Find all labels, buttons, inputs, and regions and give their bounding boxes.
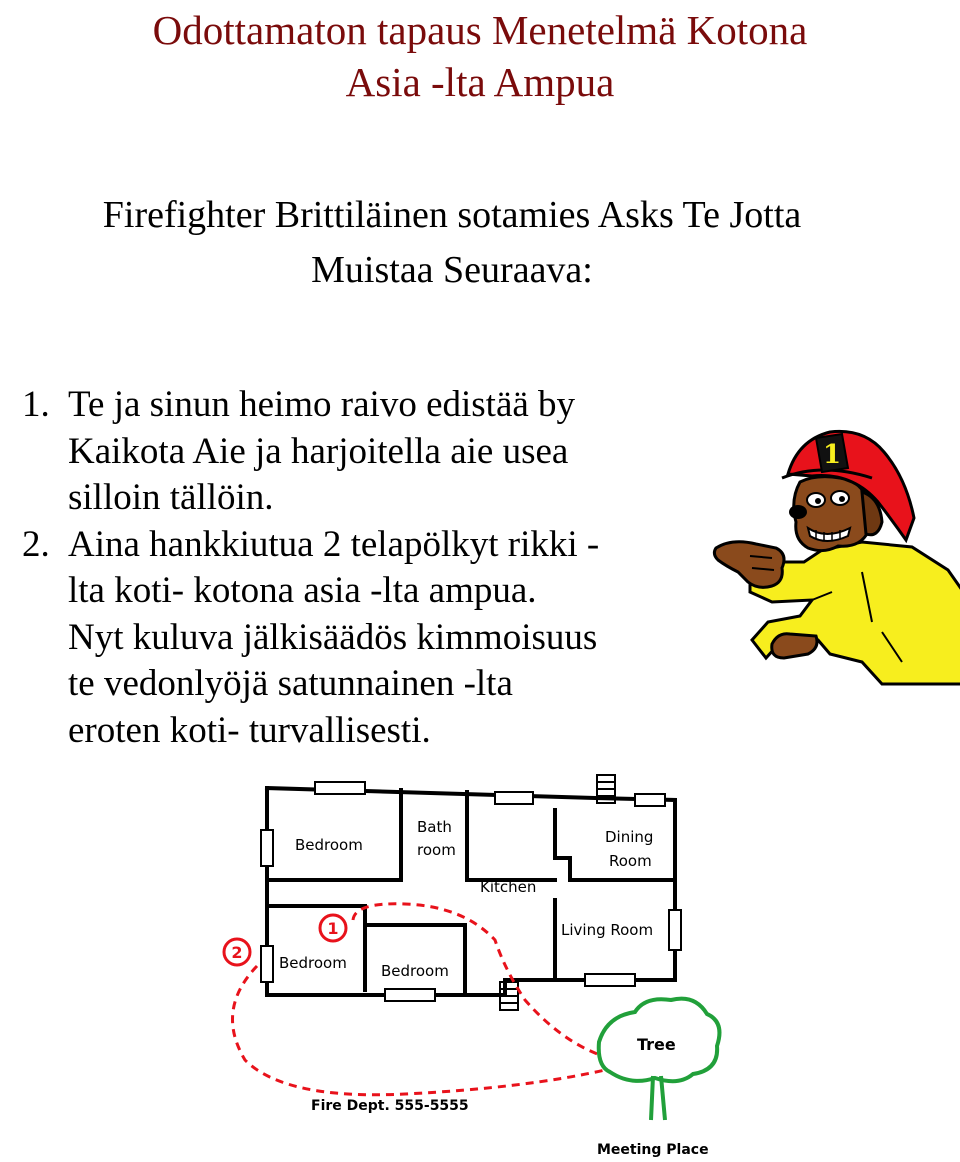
dog-nose (789, 505, 807, 519)
instruction-list (22, 382, 722, 754)
subtitle-line-2: Muistaa Seuraava: (311, 249, 593, 291)
item-line: lta koti- kotona asia -lta ampua. (68, 570, 537, 611)
lower-paw (772, 634, 817, 658)
list-item (22, 382, 722, 522)
dog-pupil (839, 496, 845, 502)
item-line: Kaikota Aie ja harjoitella aie usea (68, 430, 569, 472)
item-number: 1. (22, 384, 50, 425)
item-number: 2. (22, 523, 50, 565)
escape-route-2 (233, 966, 606, 1095)
pointing-paw (714, 542, 784, 588)
room-label: Dining (605, 828, 654, 846)
room-label: Living Room (561, 921, 654, 939)
room-label: Kitchen (480, 878, 537, 896)
item-line: te vedonlyöjä satunnainen -lta (68, 663, 513, 704)
route-marker (320, 915, 346, 941)
list-item (22, 522, 722, 755)
dog-pupil (815, 498, 821, 504)
item-line: Nyt kuluva jälkisäädös kimmoisuus (68, 616, 598, 658)
room-label: Bedroom (381, 962, 449, 980)
item-line: silloin tällöin. (68, 477, 274, 518)
tree-label: Tree (637, 1035, 676, 1054)
tree-icon (599, 999, 720, 1120)
fire-dept-number: Fire Dept. 555-5555 (311, 1098, 469, 1114)
room-label: room (417, 841, 456, 859)
subtitle (0, 188, 904, 298)
firefighter-dog-illustration (712, 422, 960, 690)
item-line: eroten koti- turvallisesti. (68, 709, 431, 751)
room-label: Bedroom (279, 954, 347, 972)
title-line-2: Asia -lta Ampua (345, 59, 615, 105)
title-line-1: Odottamaton tapaus Menetelmä Kotona (152, 7, 808, 53)
room-label: Room (609, 852, 652, 870)
helmet-number: 1 (822, 440, 842, 470)
room-label: Bedroom (295, 836, 363, 854)
room-label: Bath (417, 818, 452, 836)
route-marker (224, 939, 250, 965)
item-line: Te ja sinun heimo raivo edistää by (68, 384, 576, 425)
marker-number: 1 (327, 919, 339, 938)
item-line: Aina hankkiutua 2 telapölkyt rikki - (68, 523, 600, 565)
subtitle-line-1: Firefighter Brittiläinen sotamies Asks Te Jotta (102, 194, 802, 236)
escape-floor-plan (205, 770, 750, 1162)
marker-number: 2 (231, 943, 243, 962)
meeting-place-label: Meeting Place (597, 1142, 709, 1158)
page-title (0, 4, 960, 108)
